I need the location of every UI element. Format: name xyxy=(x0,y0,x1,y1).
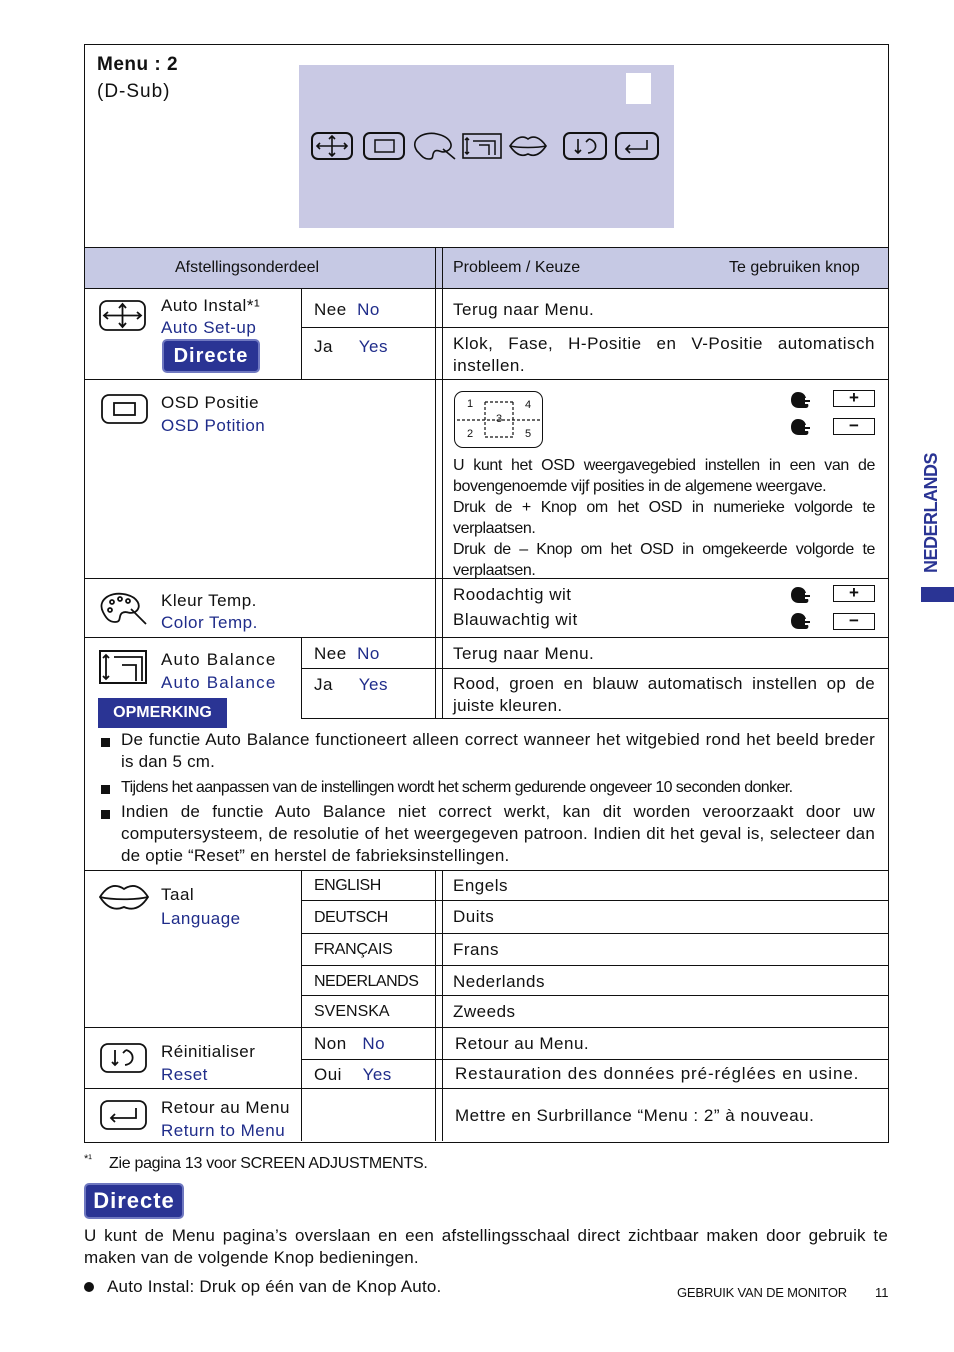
color-temp-opt-bluish: Blauwachtig wit xyxy=(453,610,578,629)
footer-section: GEBRUIK VAN DE MONITOR xyxy=(677,1285,847,1300)
language-option-value: Frans xyxy=(453,940,499,959)
grid-pos-2: 2 xyxy=(467,428,474,440)
language-name-en: Language xyxy=(161,909,241,928)
auto-balance-icon xyxy=(98,649,148,685)
reset-opt1-desc: Retour au Menu. xyxy=(455,1034,590,1053)
auto-balance-opt2-desc: Rood, groen en blauw automatisch instellen op de juiste kleuren. xyxy=(453,674,875,715)
osd-position-icon xyxy=(100,393,150,425)
osd-cursor-block xyxy=(626,73,651,104)
auto-setup-opt1-desc: Terug naar Menu. xyxy=(453,300,595,319)
color-temp-name-en: Color Temp. xyxy=(161,613,258,632)
language-option-key: FRANÇAIS xyxy=(314,941,393,958)
osd-position-grid xyxy=(454,391,543,448)
language-option-value: Zweeds xyxy=(453,1002,516,1021)
footnote-text: Zie pagina 13 voor SCREEN ADJUSTMENTS. xyxy=(109,1155,428,1172)
auto-setup-name-en: Auto Set-up xyxy=(161,318,257,337)
pointing-hand-icon xyxy=(790,390,826,410)
auto-setup-opt2: Ja Yes xyxy=(314,337,389,356)
footnote-mark: *¹ xyxy=(84,1153,92,1165)
reset-opt2-desc: Restauration des données pré-réglées en usine. xyxy=(455,1064,860,1083)
color-temp-palette-icon xyxy=(98,590,150,628)
auto-balance-name-en: Auto Balance xyxy=(161,673,277,692)
return-name-en: Return to Menu xyxy=(161,1121,286,1140)
minus-button-icon: − xyxy=(833,613,875,630)
pointing-hand-icon xyxy=(790,417,826,437)
return-name-nl: Retour au Menu xyxy=(161,1098,290,1117)
bullet-dot xyxy=(84,1282,94,1292)
note-item-2: Tijdens het aanpassen van de instellingen wordt het scherm gedurende ongeveer 10 seconden donker. xyxy=(121,779,793,796)
osd-position-name-en: OSD Potition xyxy=(161,416,266,435)
language-lips-icon xyxy=(98,880,150,914)
color-temp-name-nl: Kleur Temp. xyxy=(161,591,257,610)
reset-opt1: Non No xyxy=(314,1034,386,1053)
language-name-nl: Taal xyxy=(161,885,195,904)
language-option-value: Nederlands xyxy=(453,972,545,991)
header-adjustment-item: Afstellingsonderdeel xyxy=(175,259,320,276)
osd-position-desc: U kunt het OSD weergavegebied instellen in een van de bovengenoemde vijf posities in de algemene weergave. Druk de + Knop om het OSD in numerieke volgorde te verplaatsen. Druk de – Knop om het OSD in omgekeerde volgorde te verplaatsen. xyxy=(453,457,875,579)
pointing-hand-icon xyxy=(790,611,826,631)
auto-balance-opt1-desc: Terug naar Menu. xyxy=(453,644,595,663)
note-badge: OPMERKING xyxy=(98,698,227,728)
note-item-3: Indien de functie Auto Balance niet correct werkt, kan dit worden veroorzaakt door uw computersysteem, de resolutie of het weergegeven patroon. Indien dit het geval is, selecteer dan de optie “Reset” en herstel de fabrieksinstellingen. xyxy=(121,802,875,865)
osd-screen-preview xyxy=(299,65,674,228)
menu-title: Menu : 2 xyxy=(97,54,179,75)
grid-pos-1: 1 xyxy=(467,398,474,410)
auto-setup-opt2-desc: Klok, Fase, H-Positie en V-Positie automatisch instellen. xyxy=(453,334,875,375)
language-option-key: NEDERLANDS xyxy=(314,973,419,990)
plus-button-icon: + xyxy=(833,585,875,602)
language-option-value: Duits xyxy=(453,907,495,926)
menu-subtitle: (D-Sub) xyxy=(97,81,171,102)
reset-opt2: Oui Yes xyxy=(314,1065,392,1084)
side-tab-label: NEDERLANDS xyxy=(921,453,941,574)
direct-badge: Directe xyxy=(162,339,260,373)
direct-description: U kunt de Menu pagina’s overslaan en een afstellingsschaal direct zichtbaar maken door gebruik te maken van de volgende Knop bedieningen. xyxy=(84,1226,888,1267)
side-language-tab xyxy=(918,448,944,578)
side-tab-marker xyxy=(921,587,954,602)
osd-icon-strip xyxy=(309,129,664,165)
note-item-1: De functie Auto Balance functioneert alleen correct wanneer het witgebied rond het beeld breder is dan 5 cm. xyxy=(121,730,875,771)
grid-pos-4: 4 xyxy=(525,399,532,411)
direct-section-badge: Directe xyxy=(84,1183,184,1219)
color-temp-opt-reddish: Roodachtig wit xyxy=(453,585,572,604)
language-option-key: ENGLISH xyxy=(314,877,381,894)
reset-name-nl: Réinitialiser xyxy=(161,1042,256,1061)
return-icon xyxy=(99,1099,149,1131)
grid-pos-3: 3 xyxy=(496,413,503,425)
auto-setup-name-nl: Auto Instal*¹ xyxy=(161,296,261,315)
header-button-to-use: Te gebruiken knop xyxy=(729,259,860,276)
return-desc: Mettre en Surbrillance “Menu : 2” à nouveau. xyxy=(455,1106,815,1125)
language-option-key: SVENSKA xyxy=(314,1003,390,1020)
note-bullet xyxy=(101,785,110,794)
minus-button-icon: − xyxy=(833,418,875,435)
reset-name-en: Reset xyxy=(161,1065,208,1084)
reset-icon xyxy=(99,1042,149,1074)
note-bullet xyxy=(101,738,110,747)
grid-pos-5: 5 xyxy=(525,428,532,440)
auto-balance-opt2: Ja Yes xyxy=(314,675,389,694)
pointing-hand-icon xyxy=(790,585,826,605)
auto-balance-opt1: Nee No xyxy=(314,644,380,663)
osd-position-name-nl: OSD Positie xyxy=(161,393,260,412)
note-bullet xyxy=(101,810,110,819)
direct-bullet-text: Auto Instal: Druk op één van de Knop Auto. xyxy=(107,1277,442,1296)
plus-button-icon: + xyxy=(833,390,875,407)
language-option-value: Engels xyxy=(453,876,508,895)
language-option-key: DEUTSCH xyxy=(314,909,388,926)
auto-setup-icon xyxy=(98,299,148,333)
header-problem-choice: Probleem / Keuze xyxy=(453,259,581,276)
footer-page-number: 11 xyxy=(875,1285,889,1300)
auto-setup-opt1: Nee No xyxy=(314,300,380,319)
auto-balance-name-nl: Auto Balance xyxy=(161,650,277,669)
